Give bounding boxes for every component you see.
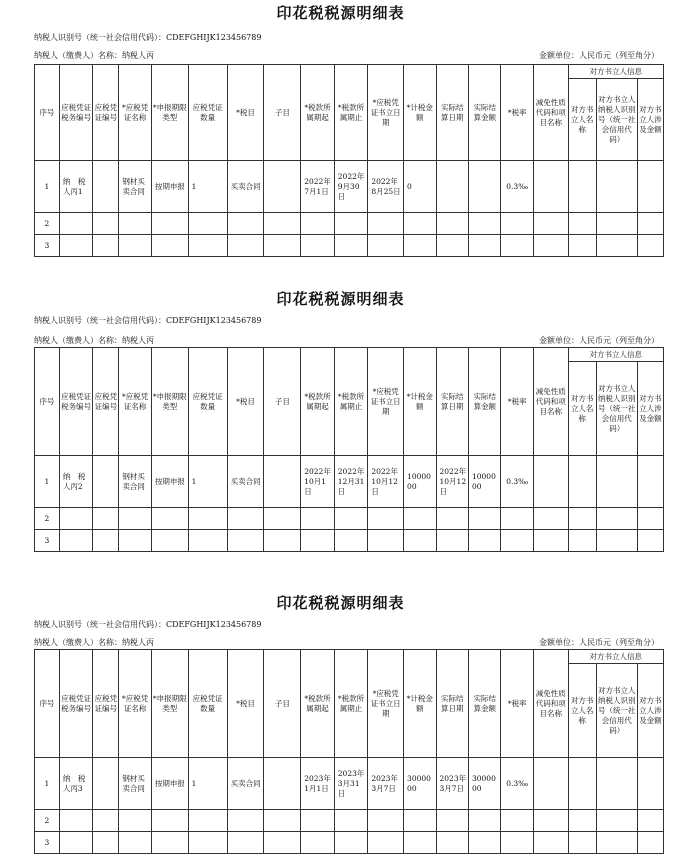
cell-tax-item[interactable] <box>227 508 264 530</box>
cell-voucher-tax-no[interactable] <box>59 832 93 854</box>
header-tax-item: *税目 <box>227 650 264 758</box>
cell-voucher-tax-no[interactable]: 纳 税 人丙1 <box>59 161 93 213</box>
header-tax-item: *税目 <box>227 65 264 161</box>
cell-sign-date[interactable]: 2022年10月12日 <box>368 456 404 508</box>
cell-tax-rate[interactable] <box>501 810 533 832</box>
cell-period-end[interactable] <box>334 832 368 854</box>
form-title: 印花税税源明细表 <box>276 594 405 612</box>
header-cp-name: 对方书立人名称 <box>568 79 596 161</box>
cell-cp-id[interactable] <box>596 758 637 810</box>
form-title: 印花税税源明细表 <box>276 290 405 308</box>
header-exemption: 减免性质代码和项目名称 <box>533 650 568 758</box>
cell-actual-settle-amount[interactable] <box>468 213 500 235</box>
cell-sub-item[interactable] <box>264 213 301 235</box>
cell-sign-date[interactable] <box>368 213 404 235</box>
header-voucher-qty: 应税凭证数量 <box>188 348 227 456</box>
header-voucher-no: 应税凭证编号 <box>93 348 119 456</box>
header-voucher-tax-no: 应税凭证税务编号 <box>59 65 93 161</box>
cell-report-type[interactable]: 按期申报 <box>151 161 188 213</box>
cell-tax-amount[interactable] <box>404 832 436 854</box>
header-voucher-no: 应税凭证编号 <box>93 650 119 758</box>
cell-voucher-tax-no[interactable] <box>59 810 93 832</box>
table-row <box>35 530 664 552</box>
header-actual-settle-date: 实际结算日期 <box>436 650 468 758</box>
cell-exemption[interactable] <box>533 235 568 257</box>
cell-voucher-no[interactable] <box>93 832 119 854</box>
taxpayer-id: 纳税人识别号（统一社会信用代码）：CDEFGHIJK123456789 <box>34 316 262 325</box>
cell-period-start[interactable]: 2022年7月1日 <box>301 161 335 213</box>
cell-seq[interactable]: 3 <box>35 235 60 257</box>
header-counterparty-info: 对方书立人信息 <box>568 650 663 664</box>
cell-exemption[interactable] <box>533 508 568 530</box>
taxpayer-name: 纳税人（缴费人）名称：纳税人丙 <box>34 336 154 345</box>
header-tax-rate: *税率 <box>501 65 533 161</box>
cell-tax-rate[interactable]: 0.3‰ <box>501 161 533 213</box>
header-cp-id: 对方书立人纳税人识别号（统一社会信用代码） <box>596 664 637 758</box>
cell-seq[interactable]: 1 <box>35 758 60 810</box>
cell-period-start[interactable] <box>301 810 335 832</box>
header-tax-rate: *税率 <box>501 348 533 456</box>
cell-voucher-name[interactable] <box>119 213 151 235</box>
table-row <box>35 832 664 854</box>
header-voucher-qty: 应税凭证数量 <box>188 65 227 161</box>
table-row <box>35 235 664 257</box>
cell-report-type[interactable] <box>151 530 188 552</box>
cell-tax-rate[interactable]: 0.3‰ <box>501 758 533 810</box>
cell-voucher-qty[interactable]: 1 <box>188 456 227 508</box>
taxpayer-name: 纳税人（缴费人）名称：纳税人丙 <box>34 638 154 647</box>
cell-voucher-tax-no[interactable]: 纳 税 人丙3 <box>59 758 93 810</box>
cell-tax-amount[interactable] <box>404 810 436 832</box>
header-sub-item: 子目 <box>264 65 301 161</box>
cell-voucher-name[interactable] <box>119 810 151 832</box>
cell-seq[interactable]: 1 <box>35 161 60 213</box>
cell-voucher-qty[interactable] <box>188 235 227 257</box>
cell-tax-amount[interactable]: 1000000 <box>404 456 436 508</box>
tax-detail-table <box>34 649 664 854</box>
header-period-start: *税款所属期起 <box>301 650 335 758</box>
header-seq: 序号 <box>35 650 60 758</box>
cell-voucher-name[interactable]: 钢材买卖合同 <box>119 758 151 810</box>
cell-voucher-qty[interactable] <box>188 810 227 832</box>
cell-cp-name[interactable] <box>568 758 596 810</box>
header-counterparty-info: 对方书立人信息 <box>568 348 663 362</box>
cell-cp-name[interactable] <box>568 508 596 530</box>
cell-actual-settle-amount[interactable]: 3000000 <box>468 758 500 810</box>
cell-period-end[interactable] <box>334 213 368 235</box>
cell-sub-item[interactable] <box>264 161 301 213</box>
cell-seq[interactable]: 3 <box>35 832 60 854</box>
cell-voucher-no[interactable] <box>93 810 119 832</box>
cell-sub-item[interactable] <box>264 810 301 832</box>
cell-voucher-tax-no[interactable] <box>59 508 93 530</box>
header-voucher-tax-no: 应税凭证税务编号 <box>59 650 93 758</box>
cell-actual-settle-amount[interactable]: 1000000 <box>468 456 500 508</box>
cell-cp-name[interactable] <box>568 213 596 235</box>
cell-cp-name[interactable] <box>568 810 596 832</box>
form-title: 印花税税源明细表 <box>276 4 405 22</box>
cell-period-start[interactable] <box>301 530 335 552</box>
cell-sub-item[interactable] <box>264 235 301 257</box>
cell-actual-settle-date[interactable] <box>436 810 468 832</box>
cell-tax-rate[interactable] <box>501 235 533 257</box>
cell-actual-settle-date[interactable] <box>436 213 468 235</box>
header-tax-item: *税目 <box>227 348 264 456</box>
cell-tax-item[interactable]: 买卖合同 <box>227 456 264 508</box>
header-actual-settle-amount: 实际结算金额 <box>468 650 500 758</box>
cell-sub-item[interactable] <box>264 758 301 810</box>
table-row <box>35 810 664 832</box>
currency-unit: 金额单位：人民币元（列至角分） <box>539 638 659 647</box>
header-cp-name: 对方书立人名称 <box>568 664 596 758</box>
table-row <box>35 161 664 213</box>
cell-tax-rate[interactable]: 0.3‰ <box>501 456 533 508</box>
table-row <box>35 213 664 235</box>
taxpayer-name: 纳税人（缴费人）名称：纳税人丙 <box>34 51 154 60</box>
cell-cp-amount[interactable] <box>637 758 663 810</box>
cell-cp-id[interactable] <box>596 456 637 508</box>
cell-cp-amount[interactable] <box>637 456 663 508</box>
header-exemption: 减免性质代码和项目名称 <box>533 65 568 161</box>
header-period-end: *税款所属期止 <box>334 348 368 456</box>
header-exemption: 减免性质代码和项目名称 <box>533 348 568 456</box>
cell-voucher-qty[interactable] <box>188 213 227 235</box>
cell-exemption[interactable] <box>533 456 568 508</box>
cell-exemption[interactable] <box>533 758 568 810</box>
cell-tax-item[interactable] <box>227 530 264 552</box>
cell-period-end[interactable]: 2022年9月30日 <box>334 161 368 213</box>
cell-voucher-name[interactable] <box>119 832 151 854</box>
cell-sign-date[interactable] <box>368 530 404 552</box>
cell-voucher-no[interactable] <box>93 161 119 213</box>
cell-voucher-name[interactable]: 钢材买卖合同 <box>119 456 151 508</box>
tax-detail-table <box>34 347 664 552</box>
header-tax-amount: *计税金额 <box>404 650 436 758</box>
header-cp-id: 对方书立人纳税人识别号（统一社会信用代码） <box>596 79 637 161</box>
cell-cp-amount[interactable] <box>637 213 663 235</box>
header-voucher-no: 应税凭证编号 <box>93 65 119 161</box>
cell-report-type[interactable] <box>151 508 188 530</box>
cell-voucher-name[interactable] <box>119 508 151 530</box>
cell-tax-rate[interactable] <box>501 508 533 530</box>
cell-cp-name[interactable] <box>568 456 596 508</box>
cell-actual-settle-date[interactable] <box>436 508 468 530</box>
cell-voucher-qty[interactable] <box>188 508 227 530</box>
cell-tax-item[interactable] <box>227 235 264 257</box>
header-period-end: *税款所属期止 <box>334 650 368 758</box>
cell-report-type[interactable] <box>151 810 188 832</box>
cell-period-start[interactable] <box>301 508 335 530</box>
cell-actual-settle-amount[interactable] <box>468 235 500 257</box>
cell-actual-settle-amount[interactable] <box>468 508 500 530</box>
cell-voucher-no[interactable] <box>93 456 119 508</box>
header-report-type: *申报期限类型 <box>151 650 188 758</box>
header-sign-date: *应税凭证书立日期 <box>368 650 404 758</box>
cell-actual-settle-date[interactable] <box>436 832 468 854</box>
cell-voucher-tax-no[interactable] <box>59 530 93 552</box>
header-period-start: *税款所属期起 <box>301 65 335 161</box>
cell-voucher-no[interactable] <box>93 530 119 552</box>
cell-tax-rate[interactable] <box>501 213 533 235</box>
taxpayer-id: 纳税人识别号（统一社会信用代码）：CDEFGHIJK123456789 <box>34 33 262 42</box>
cell-cp-id[interactable] <box>596 832 637 854</box>
cell-cp-id[interactable] <box>596 161 637 213</box>
cell-cp-id[interactable] <box>596 213 637 235</box>
cell-seq[interactable]: 2 <box>35 508 60 530</box>
cell-tax-rate[interactable] <box>501 530 533 552</box>
cell-voucher-qty[interactable] <box>188 832 227 854</box>
cell-voucher-tax-no[interactable] <box>59 235 93 257</box>
cell-cp-id[interactable] <box>596 235 637 257</box>
table-row <box>35 508 664 530</box>
cell-voucher-no[interactable] <box>93 213 119 235</box>
cell-sign-date[interactable]: 2023年3月7日 <box>368 758 404 810</box>
cell-period-end[interactable] <box>334 235 368 257</box>
cell-tax-amount[interactable] <box>404 235 436 257</box>
header-cp-amount: 对方书立人涉及金额 <box>637 664 663 758</box>
cell-actual-settle-amount[interactable] <box>468 530 500 552</box>
cell-exemption[interactable] <box>533 161 568 213</box>
cell-sub-item[interactable] <box>264 456 301 508</box>
cell-tax-amount[interactable] <box>404 213 436 235</box>
cell-voucher-tax-no[interactable] <box>59 213 93 235</box>
header-cp-amount: 对方书立人涉及金额 <box>637 79 663 161</box>
cell-voucher-no[interactable] <box>93 508 119 530</box>
header-sub-item: 子目 <box>264 650 301 758</box>
header-actual-settle-date: 实际结算日期 <box>436 348 468 456</box>
currency-unit: 金额单位：人民币元（列至角分） <box>539 336 659 345</box>
cell-cp-amount[interactable] <box>637 508 663 530</box>
cell-period-end[interactable]: 2023年3月31日 <box>334 758 368 810</box>
cell-tax-amount[interactable] <box>404 530 436 552</box>
cell-tax-item[interactable] <box>227 810 264 832</box>
cell-report-type[interactable] <box>151 235 188 257</box>
cell-period-start[interactable] <box>301 213 335 235</box>
cell-actual-settle-date[interactable] <box>436 530 468 552</box>
header-seq: 序号 <box>35 65 60 161</box>
header-actual-settle-date: 实际结算日期 <box>436 65 468 161</box>
cell-tax-rate[interactable] <box>501 832 533 854</box>
cell-voucher-no[interactable] <box>93 235 119 257</box>
cell-cp-name[interactable] <box>568 235 596 257</box>
cell-actual-settle-date[interactable] <box>436 161 468 213</box>
cell-cp-name[interactable] <box>568 832 596 854</box>
cell-report-type[interactable]: 按期申报 <box>151 758 188 810</box>
cell-period-end[interactable] <box>334 810 368 832</box>
cell-voucher-name[interactable] <box>119 530 151 552</box>
cell-voucher-qty[interactable]: 1 <box>188 161 227 213</box>
cell-cp-name[interactable] <box>568 161 596 213</box>
header-actual-settle-amount: 实际结算金额 <box>468 348 500 456</box>
header-cp-amount: 对方书立人涉及金额 <box>637 362 663 456</box>
cell-sign-date[interactable] <box>368 810 404 832</box>
cell-sub-item[interactable] <box>264 508 301 530</box>
header-actual-settle-amount: 实际结算金额 <box>468 65 500 161</box>
cell-tax-item[interactable]: 买卖合同 <box>227 758 264 810</box>
table-row <box>35 758 664 810</box>
cell-voucher-no[interactable] <box>93 758 119 810</box>
cell-period-end[interactable] <box>334 508 368 530</box>
header-period-end: *税款所属期止 <box>334 65 368 161</box>
cell-voucher-tax-no[interactable]: 纳 税 人丙2 <box>59 456 93 508</box>
cell-seq[interactable]: 2 <box>35 810 60 832</box>
cell-cp-amount[interactable] <box>637 530 663 552</box>
table-row <box>35 456 664 508</box>
cell-actual-settle-amount[interactable] <box>468 832 500 854</box>
cell-period-start[interactable]: 2023年1月1日 <box>301 758 335 810</box>
cell-voucher-name[interactable] <box>119 235 151 257</box>
header-voucher-name: *应税凭证名称 <box>119 650 151 758</box>
cell-period-start[interactable]: 2022年10月1日 <box>301 456 335 508</box>
cell-report-type[interactable] <box>151 213 188 235</box>
cell-seq[interactable]: 1 <box>35 456 60 508</box>
cell-actual-settle-amount[interactable] <box>468 810 500 832</box>
cell-tax-amount[interactable]: 0 <box>404 161 436 213</box>
cell-seq[interactable]: 3 <box>35 530 60 552</box>
header-tax-amount: *计税金额 <box>404 348 436 456</box>
cell-exemption[interactable] <box>533 530 568 552</box>
cell-sign-date[interactable] <box>368 832 404 854</box>
cell-voucher-qty[interactable]: 1 <box>188 758 227 810</box>
header-cp-name: 对方书立人名称 <box>568 362 596 456</box>
header-cp-id: 对方书立人纳税人识别号（统一社会信用代码） <box>596 362 637 456</box>
cell-exemption[interactable] <box>533 832 568 854</box>
cell-tax-item[interactable]: 买卖合同 <box>227 161 264 213</box>
cell-cp-name[interactable] <box>568 530 596 552</box>
taxpayer-id: 纳税人识别号（统一社会信用代码）：CDEFGHIJK123456789 <box>34 620 262 629</box>
cell-period-start[interactable] <box>301 235 335 257</box>
cell-exemption[interactable] <box>533 213 568 235</box>
header-tax-amount: *计税金额 <box>404 65 436 161</box>
cell-cp-amount[interactable] <box>637 161 663 213</box>
header-voucher-name: *应税凭证名称 <box>119 65 151 161</box>
header-voucher-name: *应税凭证名称 <box>119 348 151 456</box>
tax-detail-table <box>34 64 664 257</box>
header-counterparty-info: 对方书立人信息 <box>568 65 663 79</box>
cell-cp-amount[interactable] <box>637 832 663 854</box>
header-seq: 序号 <box>35 348 60 456</box>
header-sub-item: 子目 <box>264 348 301 456</box>
cell-cp-amount[interactable] <box>637 235 663 257</box>
header-sign-date: *应税凭证书立日期 <box>368 65 404 161</box>
cell-sign-date[interactable]: 2022年8月25日 <box>368 161 404 213</box>
cell-cp-id[interactable] <box>596 530 637 552</box>
cell-sub-item[interactable] <box>264 530 301 552</box>
header-report-type: *申报期限类型 <box>151 348 188 456</box>
cell-seq[interactable]: 2 <box>35 213 60 235</box>
header-voucher-qty: 应税凭证数量 <box>188 650 227 758</box>
header-voucher-tax-no: 应税凭证税务编号 <box>59 348 93 456</box>
cell-voucher-qty[interactable] <box>188 530 227 552</box>
cell-cp-id[interactable] <box>596 508 637 530</box>
cell-actual-settle-amount[interactable] <box>468 161 500 213</box>
cell-sign-date[interactable] <box>368 235 404 257</box>
cell-voucher-name[interactable]: 钢材买卖合同 <box>119 161 151 213</box>
cell-tax-amount[interactable] <box>404 508 436 530</box>
currency-unit: 金额单位：人民币元（列至角分） <box>539 51 659 60</box>
cell-actual-settle-date[interactable]: 2022年10月12日 <box>436 456 468 508</box>
cell-cp-amount[interactable] <box>637 810 663 832</box>
cell-sign-date[interactable] <box>368 508 404 530</box>
header-period-start: *税款所属期起 <box>301 348 335 456</box>
cell-exemption[interactable] <box>533 810 568 832</box>
cell-tax-amount[interactable]: 3000000 <box>404 758 436 810</box>
cell-tax-item[interactable] <box>227 832 264 854</box>
cell-sub-item[interactable] <box>264 832 301 854</box>
cell-report-type[interactable] <box>151 832 188 854</box>
cell-period-start[interactable] <box>301 832 335 854</box>
cell-actual-settle-date[interactable] <box>436 235 468 257</box>
cell-tax-item[interactable] <box>227 213 264 235</box>
cell-period-end[interactable] <box>334 530 368 552</box>
cell-period-end[interactable]: 2022年12月31日 <box>334 456 368 508</box>
cell-actual-settle-date[interactable]: 2023年3月7日 <box>436 758 468 810</box>
header-sign-date: *应税凭证书立日期 <box>368 348 404 456</box>
cell-report-type[interactable]: 按期申报 <box>151 456 188 508</box>
cell-cp-id[interactable] <box>596 810 637 832</box>
header-report-type: *申报期限类型 <box>151 65 188 161</box>
header-tax-rate: *税率 <box>501 650 533 758</box>
